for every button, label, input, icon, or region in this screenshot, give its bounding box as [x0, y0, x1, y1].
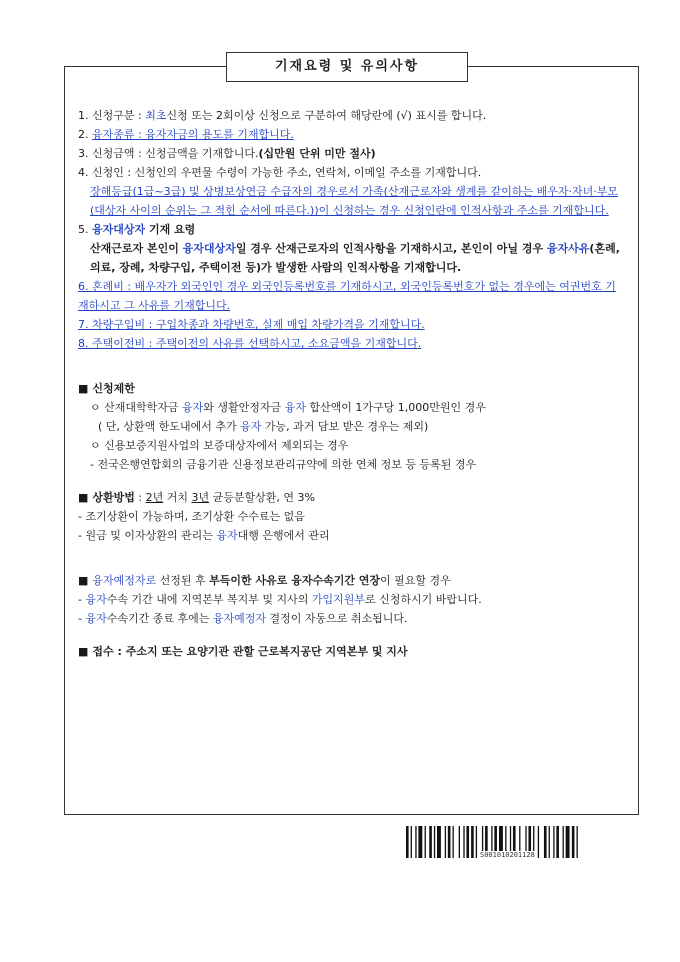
extension-line-2	[78, 609, 626, 628]
highlight-text: 융자	[182, 401, 204, 414]
dash: -	[78, 612, 86, 625]
body-text: 결정이 자동으로 취소됩니다.	[266, 612, 408, 625]
spacer	[78, 353, 626, 379]
bold-text: 부득이한 사유로 융자수속기간 연장	[209, 574, 381, 587]
item-7	[78, 315, 626, 334]
restriction-item-1	[78, 398, 626, 417]
body-text: 수속기간 종료 후에는	[106, 612, 213, 625]
restriction-item-1-note	[78, 417, 626, 436]
item-bold-note: (십만원 단위 미만 절사)	[258, 147, 376, 160]
body-text: 수속 기간 내에 지역본부 복지부 및 지사의	[106, 593, 312, 606]
item-text: 주택이전비 : 주택이전의 사유를 선택하시고, 소요금액을 기재합니다.	[92, 337, 422, 350]
highlight-text: 가입지원부	[311, 593, 365, 606]
body-text: - 원금 및 이자상환의 관리는	[78, 529, 217, 542]
highlight-text: 융자사유	[546, 242, 590, 255]
body-text: 선정된 후	[156, 574, 210, 587]
separator: :	[134, 491, 146, 504]
item-text: 혼례비 : 배우자가 외국인인 경우 외국인등록번호를 기재하시고, 외국인등록번호가 없는 경우에는 여권번호 기재하시고 그 사유를 기재합니다.	[78, 280, 616, 312]
item-number: 3.	[78, 147, 89, 160]
repay-line-1: - 조기상환이 가능하며, 조기상환 수수료는 없음	[78, 510, 305, 523]
item-number: 5.	[78, 223, 89, 236]
notice-content	[78, 106, 626, 661]
item-6	[78, 277, 626, 315]
body-text: 거치	[163, 491, 192, 504]
item-text: 융자종류 : 융자자금의 용도를 기재합니다.	[92, 128, 294, 141]
repay-heading	[78, 488, 626, 507]
square-bullet-icon: ■	[78, 574, 89, 587]
body-text: 대행 은행에서 관리	[237, 529, 330, 542]
body-text: ( 단, 상환액 한도내에서 추가	[98, 420, 241, 433]
spacer	[78, 474, 626, 488]
section-title: 신청제한	[92, 382, 135, 395]
notice-title: 기재요령 및 유의사항	[226, 52, 468, 82]
item-text: 차량구입비 : 구입차종과 차량번호, 실제 매입 차량가격을 기재합니다.	[92, 318, 425, 331]
body-text: 로 신청하시기 바랍니다.	[365, 593, 482, 606]
square-bullet-icon: ■	[78, 382, 89, 395]
square-bullet-icon: ■	[78, 645, 89, 658]
item-number: 4.	[78, 166, 89, 179]
item-number: 6.	[78, 280, 89, 293]
body-text: 가능, 과거 담보 받은 경우는 제외)	[261, 420, 429, 433]
body-text: ㅇ 산재대학학자금	[90, 401, 183, 414]
restriction-heading	[78, 379, 626, 398]
highlight-text: 융자	[240, 420, 262, 433]
restriction-item-2: ㅇ 신용보증지원사업의 보증대상자에서 제외되는 경우	[90, 439, 349, 452]
item-2	[78, 125, 626, 144]
spacer	[78, 628, 626, 642]
highlight-text: 융자예정자로	[92, 574, 157, 587]
body-text: 합산액이 1가구당 1,000만원인 경우	[305, 401, 486, 414]
separator: :	[134, 109, 146, 122]
reception-text: 접수 : 주소지 또는 요양기관 관할 근로복지공단 지역본부 및 지사	[92, 645, 408, 658]
highlight-text: 융자	[284, 401, 306, 414]
item-label: 신청구분	[92, 109, 135, 122]
highlight-text: 융자대상자	[182, 242, 236, 255]
body-text: 일 경우 산재근로자의 인적사항을 기재하시고, 본인이 아닐 경우	[235, 242, 547, 255]
highlight-text: 최초	[145, 109, 167, 122]
repay-period: 3년	[191, 491, 210, 504]
barcode-number: S001010201128	[480, 851, 535, 859]
item-number: 8.	[78, 337, 89, 350]
item-5-body	[78, 239, 626, 277]
item-number: 2.	[78, 128, 89, 141]
highlight-text: 융자	[85, 593, 107, 606]
item-text: 신청 또는 2회이상 신청으로 구분하여 해당란에 (√) 표시를 합니다.	[166, 109, 487, 122]
highlight-text: 융자	[216, 529, 238, 542]
item-8	[78, 334, 626, 353]
extension-heading	[78, 571, 626, 590]
highlight-text: 융자예정자	[212, 612, 266, 625]
restriction-item-3: - 전국은행연합회의 금융기관 신용정보관리규약에 의한 연체 정보 등 등록된 경우	[90, 458, 477, 471]
item-4	[78, 163, 626, 182]
body-text: 균등분할상환, 연 3%	[209, 491, 315, 504]
body-text: 와 생활안정자금	[203, 401, 285, 414]
spacer	[78, 545, 626, 571]
body-text: 이 필요할 경우	[380, 574, 451, 587]
highlight-text: 융자	[85, 612, 107, 625]
dash: -	[78, 593, 86, 606]
body-text: (혼례, 의료, 장례, 차량구입, 주택이전 등)가 발생한 사람의 인적사항을 기재합니다.	[90, 242, 620, 274]
item-number: 1.	[78, 109, 89, 122]
item-text: 신청인 : 신청인의 우편물 수령이 가능한 주소, 연락처, 이메일 주소를 기재합니다.	[92, 166, 482, 179]
repay-line-2	[78, 526, 626, 545]
highlight-text: 융자대상자	[92, 223, 146, 236]
section-title: 상환방법	[92, 491, 135, 504]
item-5-title	[78, 220, 626, 239]
item-number: 7.	[78, 318, 89, 331]
item-1	[78, 106, 626, 125]
square-bullet-icon: ■	[78, 491, 89, 504]
body-text: 산재근로자 본인이	[90, 242, 183, 255]
reception-line	[78, 642, 626, 661]
item-3	[78, 144, 626, 163]
item-text: 기재 요령	[145, 223, 196, 236]
item-text: 신청금액 : 신청금액을 기재합니다.	[92, 147, 259, 160]
extension-line-1	[78, 590, 626, 609]
item-4-note: 장해등급(1급~3급) 및 상병보상연금 수급자의 경우로서 가족(산재근로자와 생계를 같이하는 배우자·자녀·부모(대상자 사이의 순위는 그 적힌 순서에 따른다.))이 신청하는 경우 신청인란에 인적사항과 주소를 기재합니다.	[90, 185, 618, 217]
grace-period: 2년	[145, 491, 164, 504]
